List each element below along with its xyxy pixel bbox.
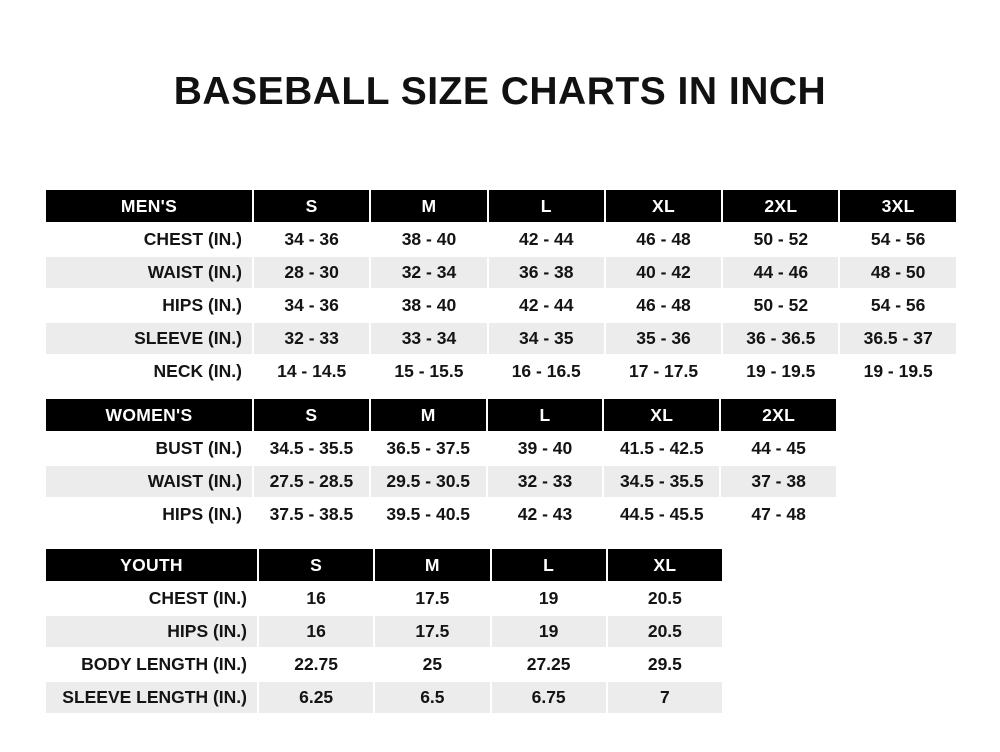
table-cell: 39.5 - 40.5 [370,498,487,531]
table-cell: 16 [258,582,374,615]
table-cell: 28 - 30 [253,256,370,289]
table-cell: 20.5 [607,615,723,648]
table-cell: 42 - 43 [487,498,604,531]
column-header: 3XL [839,189,956,223]
column-header: L [488,189,605,223]
womens-table-header [45,398,837,432]
table-row [45,223,957,256]
table-cell: 17.5 [374,582,490,615]
table-cell: 27.5 - 28.5 [253,465,370,498]
table-cell: 19 [491,615,607,648]
column-header: XL [603,398,720,432]
column-header: M [370,189,487,223]
column-header: S [258,548,374,582]
column-header: XL [607,548,723,582]
table-cell: 40 - 42 [605,256,722,289]
table-row [45,289,957,322]
table-cell: 46 - 48 [605,223,722,256]
column-header: MEN'S [45,189,253,223]
table-cell: 29.5 [607,648,723,681]
youth-size-chart [44,547,724,715]
table-cell: 35 - 36 [605,322,722,355]
table-row [45,615,723,648]
column-header: L [491,548,607,582]
table-row [45,681,723,714]
table-cell: 36.5 - 37 [839,322,956,355]
table-row [45,256,957,289]
table-cell: 44 - 46 [722,256,839,289]
table-cell: 42 - 44 [488,223,605,256]
table-cell: 19 [491,582,607,615]
table-row [45,322,957,355]
table-cell: 50 - 52 [722,223,839,256]
table-cell: 14 - 14.5 [253,355,370,388]
table-cell: 48 - 50 [839,256,956,289]
table-row [45,648,723,681]
table-cell: 22.75 [258,648,374,681]
mens-size-chart [44,188,958,389]
table-cell: 37.5 - 38.5 [253,498,370,531]
row-label: CHEST (IN.) [45,582,258,615]
row-label: NECK (IN.) [45,355,253,388]
table-cell: 41.5 - 42.5 [603,432,720,465]
table-cell: 34 - 35 [488,322,605,355]
table-cell: 29.5 - 30.5 [370,465,487,498]
youth-table-body [45,582,723,714]
table-cell: 17.5 [374,615,490,648]
table-cell: 47 - 48 [720,498,837,531]
table-cell: 17 - 17.5 [605,355,722,388]
row-label: SLEEVE (IN.) [45,322,253,355]
column-header: 2XL [720,398,837,432]
table-cell: 44.5 - 45.5 [603,498,720,531]
column-header: WOMEN'S [45,398,253,432]
womens-size-chart [44,397,838,532]
table-cell: 34 - 36 [253,289,370,322]
table-cell: 34 - 36 [253,223,370,256]
table-cell: 15 - 15.5 [370,355,487,388]
table-cell: 54 - 56 [839,223,956,256]
table-cell: 20.5 [607,582,723,615]
table-cell: 16 - 16.5 [488,355,605,388]
column-header: YOUTH [45,548,258,582]
table-cell: 37 - 38 [720,465,837,498]
table-row [45,465,837,498]
column-header: M [370,398,487,432]
column-header: S [253,189,370,223]
mens-table-body [45,223,957,388]
table-cell: 36 - 38 [488,256,605,289]
row-label: SLEEVE LENGTH (IN.) [45,681,258,714]
table-cell: 36.5 - 37.5 [370,432,487,465]
table-cell: 50 - 52 [722,289,839,322]
page-title: BASEBALL SIZE CHARTS IN INCH [173,70,827,113]
table-cell: 6.5 [374,681,490,714]
table-cell: 16 [258,615,374,648]
table-cell: 38 - 40 [370,223,487,256]
row-label: WAIST (IN.) [45,256,253,289]
column-header: M [374,548,490,582]
table-cell: 19 - 19.5 [722,355,839,388]
table-cell: 46 - 48 [605,289,722,322]
table-cell: 32 - 33 [487,465,604,498]
table-cell: 25 [374,648,490,681]
table-cell: 32 - 33 [253,322,370,355]
column-header: L [487,398,604,432]
table-header-row [45,189,957,223]
table-row [45,498,837,531]
youth-table-header [45,548,723,582]
table-row [45,432,837,465]
row-label: WAIST (IN.) [45,465,253,498]
table-cell: 34.5 - 35.5 [253,432,370,465]
table-header-row [45,398,837,432]
table-cell: 6.25 [258,681,374,714]
table-cell: 33 - 34 [370,322,487,355]
table-cell: 44 - 45 [720,432,837,465]
mens-table-header [45,189,957,223]
table-cell: 54 - 56 [839,289,956,322]
table-cell: 6.75 [491,681,607,714]
womens-table-body [45,432,837,531]
column-header: 2XL [722,189,839,223]
table-cell: 34.5 - 35.5 [603,465,720,498]
table-cell: 39 - 40 [487,432,604,465]
column-header: XL [605,189,722,223]
row-label: CHEST (IN.) [45,223,253,256]
table-row [45,355,957,388]
table-cell: 38 - 40 [370,289,487,322]
table-cell: 27.25 [491,648,607,681]
row-label: HIPS (IN.) [45,498,253,531]
table-row [45,582,723,615]
table-cell: 42 - 44 [488,289,605,322]
column-header: S [253,398,370,432]
table-cell: 7 [607,681,723,714]
row-label: BUST (IN.) [45,432,253,465]
table-header-row [45,548,723,582]
table-cell: 32 - 34 [370,256,487,289]
row-label: HIPS (IN.) [45,289,253,322]
row-label: BODY LENGTH (IN.) [45,648,258,681]
table-cell: 19 - 19.5 [839,355,956,388]
table-cell: 36 - 36.5 [722,322,839,355]
row-label: HIPS (IN.) [45,615,258,648]
